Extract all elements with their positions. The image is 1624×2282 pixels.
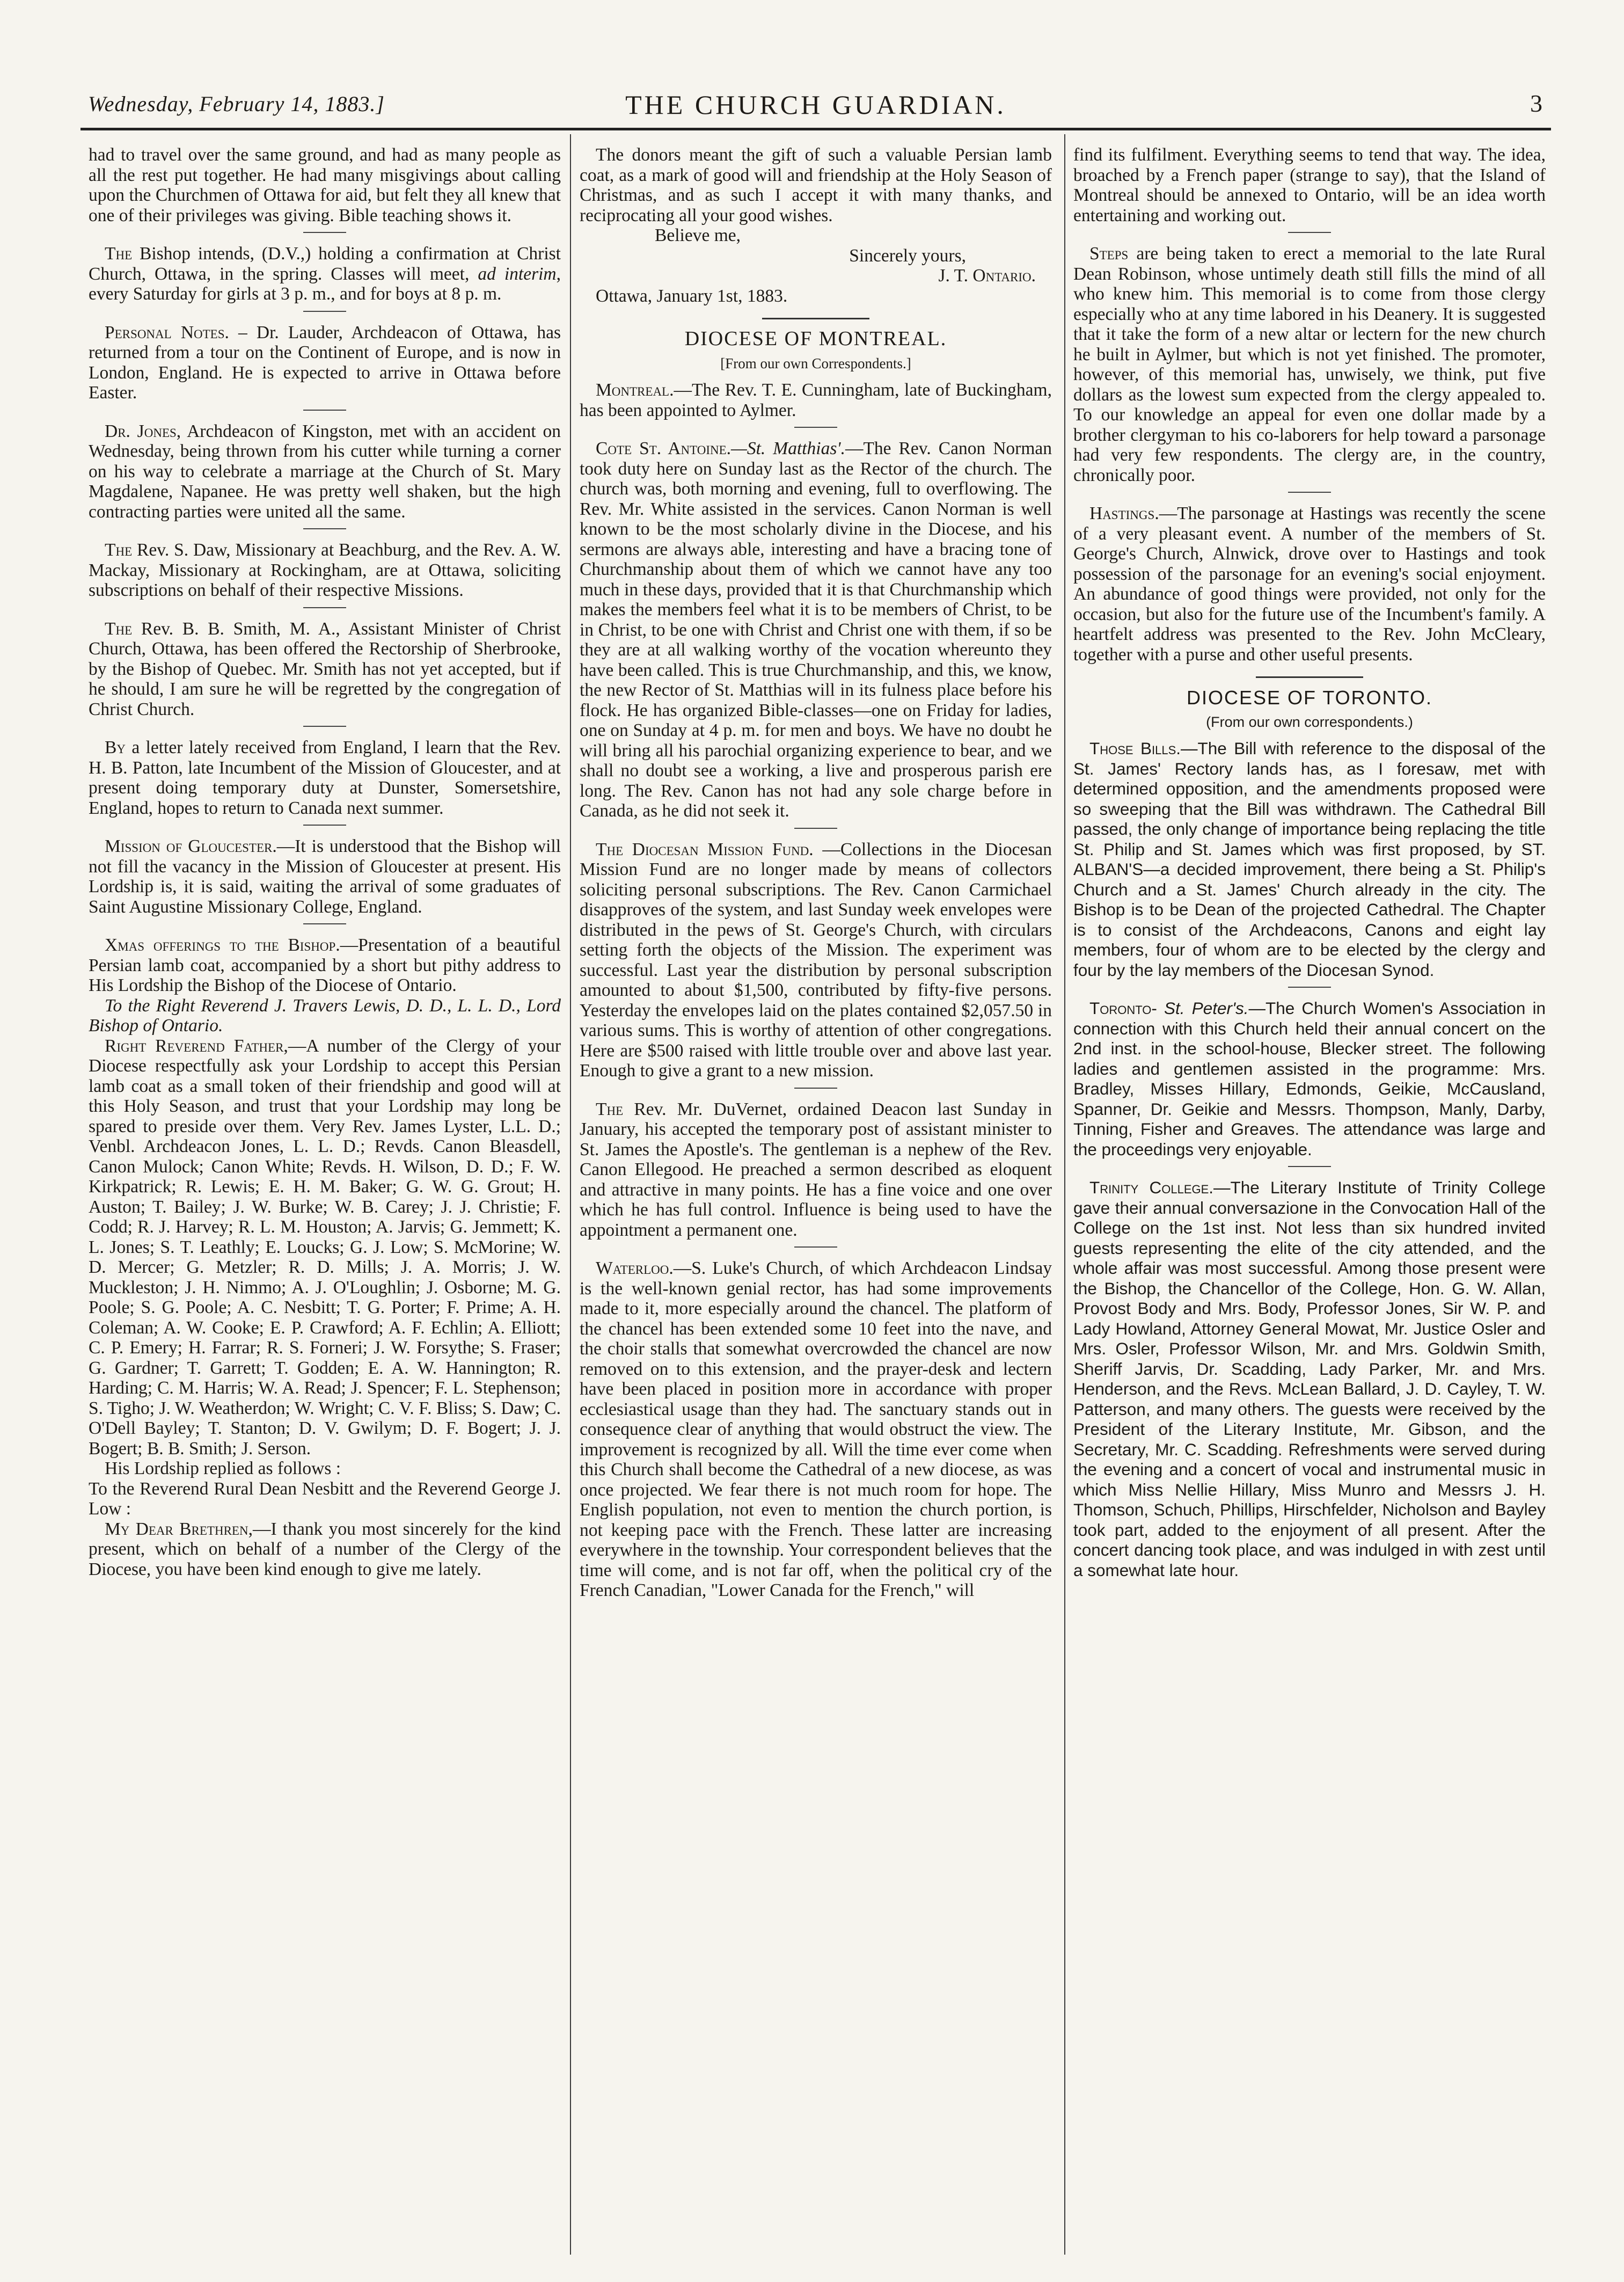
separator bbox=[1288, 1166, 1331, 1167]
paragraph: Xmas offerings to the Bishop.—Presentation of a beautiful Persian lamb coat, accompanied by a short but pithy address to His Lordship the Bishop of the Diocese of Ontario. bbox=[89, 935, 561, 995]
column-1 bbox=[89, 145, 561, 2255]
paragraph: The Rev. S. Daw, Missionary at Beachburg, and the Rev. A. W. Mackay, Missionary at Rockingham, are at Ottawa, soliciting subscriptions on behalf of their respective Missions. bbox=[89, 540, 561, 600]
section-subheading: (From our own correspondents.) bbox=[1206, 713, 1413, 730]
column-2 bbox=[580, 145, 1052, 2255]
paragraph: Waterloo.—S. Luke's Church, of which Archdeacon Lindsay is the well-known genial rector, has had some improvements made to it, more especially around the chancel. The platform of the chancel has been extended some 10 feet into the nave, and the choir stalls that somewhat overcrowded the chancel are now removed on to this extension, and the prayer-desk and lectern have been placed in position more in accordance with proper ecclesiastical usage than they had. The sanctuary stands out in consequence clear of anything that would obstruct the view. The improvement is recognized by all. Will the time ever come when this Church shall become the Cathedral of a new diocese, as was once projected. We fear there is not much room for hope. The English population, not even to mention the church portion, is not keeping pace with the French. These latter are increasing everywhere in the township. Your correspondent believes that the time will come, and is not far off, when the political cry of the French Canadian, "Lower Canada for the French," will bbox=[580, 1258, 1052, 1600]
section-rule bbox=[762, 318, 869, 319]
page-header bbox=[81, 85, 1551, 130]
paragraph: Right Reverend Father,—A number of the Clergy of your Diocese respectfully ask your Lordship to accept this Persian lamb coat as a small token of their friendship and good will at this Holy Season, and trust that your Lordship may long be spared to preside over them. Very Rev. James Lyster, L.L. D.; Venbl. Archdeacon Jones, L. L. D.; Revds. Canon Bleasdell, Canon Mulock; Canon White; Revds. H. Wilson, D. D.; F. W. Kirkpatrick; R. Lewis; E. H. M. Baker; G. W. G. Grout; H. Auston; T. Bailey; J. W. Burke; W. B. Carey; J. J. Christie; F. Codd; R. J. Harvey; R. L. M. Houston; A. Jarvis; G. Jemmett; K. L. Jones; S. T. Leathly; E. Loucks; G. J. Low; S. McMorine; W. D. Mercer; G. Metzler; R. D. Mills; J. A. Morris; J. W. Muckleston; J. H. Nimmo; A. J. O'Loughlin; J. Osborne; M. G. Poole; S. G. Poole; A. C. Nesbitt; T. G. Porter; F. Prime; A. H. Coleman; A. W. Cooke; E. P. Crawford; A. F. Echlin; A. Elliott; C. P. Emery; H. Farrar; R. S. Forneri; J. W. Forsythe; S. Fraser; G. Gardner; T. Garrett; T. Godden; E. A. W. Hannington; R. Harding; C. M. Harris; W. A. Read; J. Spencer; F. L. Stephenson; S. Tigho; J. W. Weatherdon; W. Wright; C. V. F. Bliss; S. Daw; C. O'Dell Bayley; T. Stanton; D. V. Gwilym; D. F. Bogert; J. J. Bogert; B. B. Smith; J. Serson. bbox=[89, 1036, 561, 1459]
page-number: 3 bbox=[1530, 90, 1542, 117]
separator bbox=[1288, 987, 1331, 988]
paragraph: By a letter lately received from England, I learn that the Rev. H. B. Patton, late Incumbent of the Mission of Gloucester, and at present doing temporary duty at Dunster, Somersetshire, England, hopes to return to Canada next summer. bbox=[89, 738, 561, 818]
separator bbox=[794, 828, 837, 829]
paragraph: Steps are being taken to erect a memorial to the late Rural Dean Robinson, whose untimely death still fills the mind of all who knew him. This memorial is to come from those clergy especially who at any time labored in his Deanery. It is suggested that it take the form of a new altar or lectern for the new church he built in Aylmer, but which is not yet finished. The promoter, however, of this memorial has, unwisely, we think, put five dollars as the lowest sum expected from the clergy appealed to. To our knowledge an appeal for even one dollar made by a brother clergyman to his co-laborers for help toward a parsonage had very few respondents. The clergy are, in the country, chronically poor. bbox=[1073, 244, 1546, 485]
paragraph: had to travel over the same ground, and had as many people as all the rest put together. He had many misgivings about calling upon the Churchmen of Ottawa for aid, but felt they all knew that one of their privileges was giving. Bible teaching shows it. bbox=[89, 145, 561, 225]
paragraph: Trinity College.—The Literary Institute of Trinity College gave their annual conversazione in the Convocation Hall of the College on the 1st inst. Not less than six hundred invited guests representing the elite of the city attended, and the whole affair was most successful. Among those present were the Bishop, the Chancellor of the College, Hon. G. W. Allan, Provost Body and Mrs. Body, Professor Jones, Sir W. P. and Lady Howland, Attorney General Mowat, Mr. Justice Osler and Mrs. Osler, Professor Wilson, Mr. and Mrs. Goldwin Smith, Sheriff Jarvis, Dr. Scadding, Lady Parker, Mr. and Mrs. Henderson, and the Revs. McLean Ballard, J. D. Cayley, T. W. Patterson, and many others. The guests were received by the President of the Literary Institute, Mr. Gibson, and the Secretary, Mr. C. Scadding. Refreshments were served during the evening and a concert of vocal and instrumental music in which Miss Nellie Hillary, Miss Munro and Messrs J. H. Thomson, Schuch, Phillips, Hirschfelder, Nicholson and Bayley took part, added to the enjoyment of all present. After the concert dancing took place, and was indulged in with zest until a somewhat late hour. bbox=[1073, 1178, 1546, 1580]
paragraph: find its fulfilment. Everything seems to tend that way. The idea, broached by a French paper (strange to say), that the Island of Montreal should be annexed to Ontario, will be an idea worth entertaining and working out. bbox=[1073, 145, 1546, 225]
letter-closing: Believe me, bbox=[655, 225, 741, 245]
separator bbox=[303, 528, 346, 529]
header-date: Wednesday, February 14, 1883.] bbox=[88, 92, 385, 116]
paragraph: His Lordship replied as follows : bbox=[105, 1459, 341, 1478]
paragraph: The Rev. Mr. DuVernet, ordained Deacon last Sunday in January, his accepted the temporary post of assistant minister to St. James the Apostle's. The gentleman is a nephew of the Rev. Canon Ellegood. He preached a sermon described as eloquent and attractive in many points. He has a fine voice and one over which he has full control. Influence is being used to have the appointment a permanent one. bbox=[580, 1099, 1052, 1240]
paragraph: Hastings.—The parsonage at Hastings was recently the scene of a very pleasant event. A number of the members of St. George's Church, Alnwick, drove over to Hastings and took possession of the parsonage for an evening's social enjoyment. An abundance of good things were provided, not only for the occasion, but also for the future use of the Incumbent's family. A heartfelt address was presented to the Rev. John McCleary, together with a purse and other useful presents. bbox=[1073, 504, 1546, 665]
paragraph: Dr. Jones, Archdeacon of Kingston, met with an accident on Wednesday, being thrown from his cutter while turning a corner on his way to celebrate a marriage at the Church of St. Mary Magdalene, Napanee. He was pretty well shaken, but the high contracting parties were united all the same. bbox=[89, 421, 561, 522]
separator bbox=[1288, 492, 1331, 493]
separator bbox=[303, 232, 346, 233]
paragraph: Cote St. Antoine.—St. Matthias'.—The Rev. Canon Norman took duty here on Sunday last as the Rector of the church. The church was, both morning and evening, full to overflowing. The Rev. Mr. White assisted in the services. Canon Norman is well known to be the most scholarly divine in the Diocese, and his sermons are always able, interesting and have a bracing tone of Churchmanship about them of which we cannot have any too much in these days, provided that it is that Churchmanship which makes the members feel what it is to be members of Christ, to be in Christ, to be one with Christ and Christ one with them, if so be they are at all walking worthy of the vocation whereunto they have been called. This is true Churchmanship, and this, we know, the new Rector of St. Matthias will in its fulness place before his flock. He has organized Bible-classes—one on Friday for ladies, one on Sunday at 4 p. m. for men and boys. We have no doubt he will bring all his parochial organizing experience to bear, and we shall no doubt see a working, a live and prosperous parish ere long. The Rev. Canon has not had any sole charge before in Canada, as he did not seek it. bbox=[580, 439, 1052, 821]
section-heading: DIOCESE OF TORONTO. bbox=[1186, 687, 1433, 709]
separator bbox=[303, 726, 346, 727]
letter-closing: Sincerely yours, bbox=[849, 245, 966, 266]
paragraph: The Rev. B. B. Smith, M. A., Assistant Minister of Christ Church, Ottawa, has been offered the Rectorship of Sherbrooke, by the Bishop of Quebec. Mr. Smith has not yet accepted, but if he should, I am sure he will be regretted by the congregation of Christ Church. bbox=[89, 618, 561, 719]
section-subheading: [From our own Correspondents.] bbox=[720, 355, 911, 371]
separator bbox=[303, 825, 346, 826]
section-rule bbox=[1256, 676, 1363, 678]
section-heading: DIOCESE OF MONTREAL. bbox=[684, 327, 947, 350]
paragraph: My Dear Brethren,—I thank you most sincerely for the kind present, which on behalf of a number of the Clergy of the Diocese, you have been kind enough to give me lately. bbox=[89, 1519, 561, 1579]
paragraph: To the Reverend Rural Dean Nesbitt and the Reverend George J. Low : bbox=[89, 1478, 561, 1519]
separator bbox=[303, 410, 346, 411]
separator bbox=[794, 427, 837, 428]
paragraph: Montreal.—The Rev. T. E. Cunningham, late of Buckingham, has been appointed to Aylmer. bbox=[580, 380, 1052, 420]
column-rule bbox=[570, 134, 571, 2255]
dateline: Ottawa, January 1st, 1883. bbox=[596, 286, 788, 306]
paragraph: Those Bills.—The Bill with reference to the disposal of the St. James' Rectory lands has, as I foresaw, met with determined opposition, and the amendments proposed were so sweeping that the Bill was withdrawn. The Cathedral Bill passed, the only change of importance being replacing the title St. Philip and St. James which was first proposed, by ST. ALBAN'S—a decided improvement, there being a St. Philip's Church and a St. James' Church already in the city. The Bishop is to be Dean of the projected Cathedral. The Chapter is to consist of the Archdeacons, Canons and eight lay members, four of whom are to be elected by the clergy and four by the lay members of the Diocesan Synod. bbox=[1073, 739, 1546, 980]
paragraph: Toronto- St. Peter's.—The Church Women's Association in connection with this Church held their annual concert on the 2nd inst. in the school-house, Blecker street. The following ladies and gentlemen assisted in the programme: Mrs. Bradley, Misses Hillary, Edmonds, Geikie, McCausland, Spanner, Dr. Geikie and Messrs. Thompson, Manly, Darby, Tinning, Fisher and Greaves. The attendance was large and the proceedings very enjoyable. bbox=[1073, 998, 1546, 1159]
separator bbox=[303, 923, 346, 924]
address-salutation: To the Right Reverend J. Travers Lewis, D. D., L. L. D., Lord Bishop of Ontario. bbox=[89, 995, 561, 1036]
paragraph: The donors meant the gift of such a valuable Persian lamb coat, as a mark of good will and friendship at the Holy Season of Christmas, and as such I accept it with many thanks, and reciprocating all your good wishes. bbox=[580, 145, 1052, 225]
separator bbox=[794, 1246, 837, 1248]
paragraph: Mission of Gloucester.—It is understood that the Bishop will not fill the vacancy in the Mission of Gloucester at present. His Lordship is, it is said, waiting the arrival of some graduates of Saint Augustine Missionary College, England. bbox=[89, 836, 561, 917]
masthead-title: THE CHURCH GUARDIAN. bbox=[625, 90, 1006, 120]
column-rule bbox=[1064, 134, 1065, 2255]
paragraph: The Diocesan Mission Fund. —Collections in the Diocesan Mission Fund are no longer made by means of collectors soliciting personal subscriptions. The Rev. Canon Carmichael disapproves of the system, and last Sunday week envelopes were distributed in the pews of St. George's Church, with circulars setting forth the objects of the Mission. The experiment was successful. Last year the distribution by personal subscription amounted to about $1,500, contributed by fifty-five persons. Yesterday the envelopes laid on the plates contained $2,057.50 in various sums. This is worthy of attention of other congregations. Here are $500 raised with little trouble over and above last year. Enough to give a grant to a new mission. bbox=[580, 839, 1052, 1081]
separator bbox=[794, 1088, 837, 1089]
separator bbox=[303, 607, 346, 608]
separator bbox=[1288, 232, 1331, 233]
letter-signature: J. T. Ontario. bbox=[938, 266, 1036, 286]
separator bbox=[303, 311, 346, 312]
column-3 bbox=[1073, 145, 1546, 2255]
paragraph: The Bishop intends, (D.V.,) holding a confirmation at Christ Church, Ottawa, in the spring. Classes will meet, ad interim, every Saturday for girls at 3 p. m., and for boys at 8 p. m. bbox=[89, 244, 561, 304]
paragraph: Personal Notes. – Dr. Lauder, Archdeacon of Ottawa, has returned from a tour on the Continent of Europe, and is now in London, England. He is expected to arrive in Ottawa before Easter. bbox=[89, 322, 561, 403]
